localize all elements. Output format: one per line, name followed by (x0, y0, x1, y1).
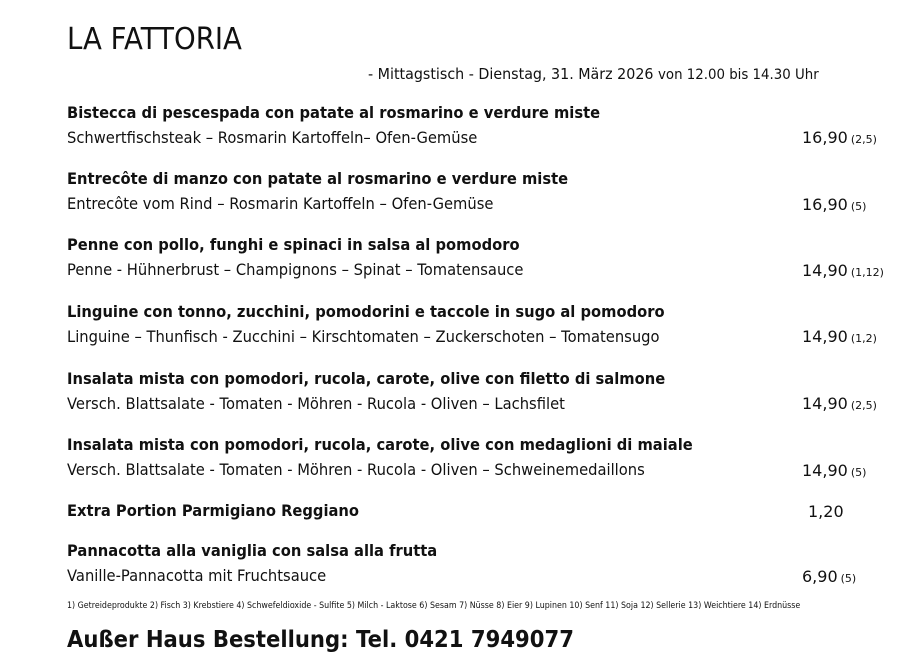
menu-item-italian: Pannacotta alla vaniglia con salsa alla frutta (67, 541, 438, 560)
menu-item-italian: Penne con pollo, funghi e spinaci in salsa al pomodoro (67, 235, 520, 254)
allergen-codes: (5) (850, 466, 867, 479)
price-value: 14,90 (802, 327, 848, 346)
menu-item-italian: Entrecôte di manzo con patate al rosmarino e verdure miste (67, 169, 569, 188)
menu-item-price (802, 394, 877, 413)
allergen-legend: 1) Getreideprodukte 2) Fisch 3) Krebstiere 4) Schwefeldioxide - Sulfite 5) Milch - Laktose 6) Sesam 7) Nüsse 8) Eier 9) Lupinen 10) Senf 11) Soja 12) Sellerie 13) Weichtiere 14) Erdnüsse (67, 601, 801, 611)
price-value: 14,90 (802, 261, 848, 280)
menu-item (67, 169, 887, 213)
price-value: 16,90 (802, 195, 848, 214)
price-value: 14,90 (802, 461, 848, 480)
menu-item-german: Versch. Blattsalate - Tomaten - Möhren - Rucola - Oliven – Schweinemedaillons (67, 460, 645, 479)
price-value: 16,90 (802, 128, 848, 147)
menu-item-german: Entrecôte vom Rind – Rosmarin Kartoffeln – Ofen-Gemüse (67, 194, 494, 213)
allergen-codes: (5) (850, 200, 867, 213)
allergen-codes: (1,12) (850, 266, 884, 279)
menu-item (67, 103, 887, 147)
menu-item (67, 435, 887, 479)
price-value: 14,90 (802, 394, 848, 413)
menu-item-german: Versch. Blattsalate - Tomaten - Möhren - Rucola - Oliven – Lachsfilet (67, 394, 565, 413)
menu-item-italian: Linguine con tonno, zucchini, pomodorini e taccole in sugo al pomodoro (67, 302, 665, 321)
menu-item-price (802, 327, 877, 346)
menu-item (67, 235, 887, 279)
menu-item-italian: Insalata mista con pomodori, rucola, carote, olive con filetto di salmone (67, 369, 666, 388)
menu-item-italian: Bistecca di pescespada con patate al rosmarino e verdure miste (67, 103, 601, 122)
menu-item-price (802, 461, 866, 480)
menu-item-price (802, 128, 877, 147)
menu-date: - Mittagstisch - Dienstag, 31. März 2026 (368, 65, 654, 83)
menu-item-german: Schwertfischsteak – Rosmarin Kartoffeln– Ofen-Gemüse (67, 128, 478, 147)
menu-item (67, 302, 887, 346)
menu-item-price (802, 195, 866, 214)
menu-item-price (808, 502, 844, 521)
menu-item-german: Vanille-Pannacotta mit Fruchtsauce (67, 566, 327, 585)
price-value: 6,90 (802, 567, 838, 586)
price-value: 1,20 (808, 502, 844, 521)
restaurant-title: LA FATTORIA (67, 22, 242, 57)
menu-item-price (802, 567, 856, 586)
allergen-codes: (2,5) (850, 133, 877, 146)
menu-item-german: Linguine – Thunfisch - Zucchini – Kirschtomaten – Zuckerschoten – Tomatensugo (67, 327, 660, 346)
menu-item-italian: Insalata mista con pomodori, rucola, carote, olive con medaglioni di maiale (67, 435, 693, 454)
menu-hours: von 12.00 bis 14.30 Uhr (658, 67, 819, 83)
menu-item-price (802, 261, 884, 280)
menu-item (67, 369, 887, 413)
menu-item-italian: Extra Portion Parmigiano Reggiano (67, 501, 360, 520)
allergen-codes: (5) (840, 572, 857, 585)
takeaway-order-phone: Außer Haus Bestellung: Tel. 0421 7949077 (67, 627, 574, 653)
menu-subtitle (368, 65, 819, 83)
menu-item-extra (67, 501, 887, 520)
menu-item-german: Penne - Hühnerbrust – Champignons – Spinat – Tomatensauce (67, 260, 524, 279)
allergen-codes: (2,5) (850, 399, 877, 412)
menu-item (67, 541, 887, 585)
allergen-codes: (1,2) (850, 332, 877, 345)
